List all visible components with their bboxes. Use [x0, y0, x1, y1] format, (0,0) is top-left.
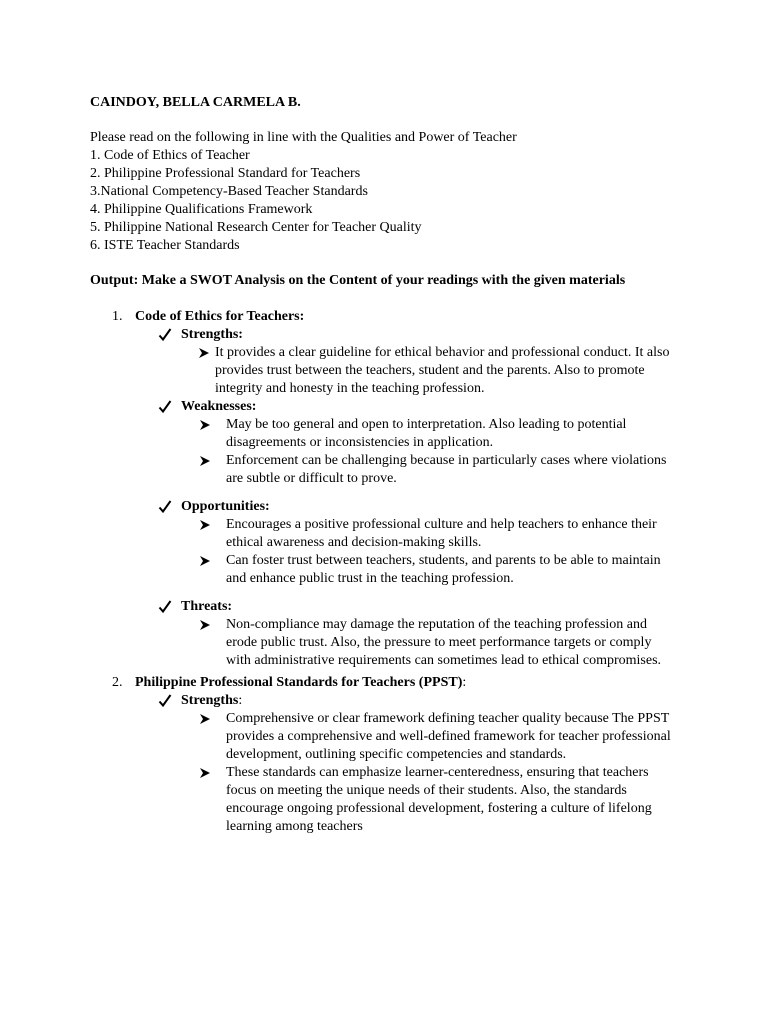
swot-strengths [0, 692, 768, 710]
bullet-text: Encourages a positive professional culture and help teachers to enhance their ethical awareness and decision-making skills. [226, 517, 657, 550]
swot-bullet [0, 516, 678, 552]
swot-label-suffix: : [238, 693, 243, 708]
bullet-text: May be too general and open to interpretation. Also leading to potential disagreements or inconsistencies in application. [226, 417, 627, 450]
swot-bullet [0, 616, 678, 670]
arrow-bullet-icon [199, 555, 211, 567]
section-heading [0, 674, 768, 692]
arrow-bullet-icon [199, 767, 211, 779]
section-title: Code of Ethics for Teachers: [135, 309, 305, 324]
reading-list-item: 4. Philippine Qualifications Framework [90, 202, 313, 217]
swot-label: Opportunities: [181, 499, 270, 514]
swot-bullet [0, 344, 678, 398]
bullet-text: Non-compliance may damage the reputation of the teaching profession and erode public trust. Also, the pressure to meet performance targets or comply with administrative requirements can sometimes lead to ethical compromises. [226, 617, 662, 668]
swot-sections [0, 308, 768, 836]
section-title-suffix: : [462, 675, 467, 690]
section-title-wrap [135, 674, 466, 692]
bullet-text: Enforcement can be challenging because in particularly cases where violations are subtle or difficult to prove. [226, 453, 667, 486]
swot-bullet [0, 764, 678, 836]
reading-list-item: 6. ISTE Teacher Standards [90, 238, 240, 253]
swot-threats [0, 598, 768, 616]
checkmark-icon [158, 598, 172, 616]
arrow-bullet-icon [199, 519, 211, 531]
bullet-text: These standards can emphasize learner-centeredness, ensuring that teachers focus on meeting the unique needs of their students. Also, the standards encourage ongoing professional development, fostering a culture of lifelong learning among teachers [226, 765, 652, 834]
arrow-bullet-icon [199, 419, 211, 431]
checkmark-icon [158, 692, 172, 710]
swot-label: Strengths [181, 693, 239, 708]
spacer [0, 588, 768, 598]
swot-bullet [0, 552, 678, 588]
checkmark-icon [158, 398, 172, 416]
arrow-bullet-icon [199, 713, 211, 725]
swot-label: Weaknesses: [181, 399, 257, 414]
reading-list-lead: Please read on the following in line with the Qualities and Power of Teacher [90, 130, 517, 145]
swot-bullet [0, 416, 678, 452]
swot-label: Strengths: [181, 327, 243, 342]
bullet-text: Comprehensive or clear framework defining teacher quality because The PPST provides a comprehensive and well-defined framework for teacher professional development, outlining specific competencies and standards. [226, 711, 671, 762]
author-name: CAINDOY, BELLA CARMELA B. [90, 95, 301, 110]
section-heading [0, 308, 768, 326]
spacer [0, 488, 768, 498]
reading-list-item: 2. Philippine Professional Standard for Teachers [90, 166, 361, 181]
checkmark-icon [158, 498, 172, 516]
arrow-bullet-icon [199, 619, 211, 631]
section-title: Philippine Professional Standards for Teachers (PPST) [135, 675, 463, 690]
section-number: 2. [112, 675, 123, 690]
output-instruction: Output: Make a SWOT Analysis on the Content of your readings with the given materials [90, 273, 626, 288]
reading-list-item: 1. Code of Ethics of Teacher [90, 148, 250, 163]
arrow-bullet-icon [199, 455, 211, 467]
bullet-text: Can foster trust between teachers, students, and parents to be able to maintain and enhance public trust in the teaching profession. [226, 553, 661, 586]
reading-list-item: 5. Philippine National Research Center for Teacher Quality [90, 220, 422, 235]
swot-strengths [0, 326, 768, 344]
arrow-bullet-icon [198, 347, 210, 359]
swot-bullet [0, 710, 678, 764]
swot-weaknesses [0, 398, 768, 416]
swot-label-wrap [181, 692, 242, 710]
section-number: 1. [112, 309, 123, 324]
swot-opportunities [0, 498, 768, 516]
checkmark-icon [158, 326, 172, 344]
swot-bullet [0, 452, 678, 488]
bullet-text: It provides a clear guideline for ethical behavior and professional conduct. It also provides trust between the teachers, student and the parents. Also to promote integrity and honesty in the teaching profession. [215, 345, 670, 396]
swot-label: Threats: [181, 599, 233, 614]
reading-list [90, 129, 690, 255]
reading-list-item: 3.National Competency-Based Teacher Standards [90, 184, 368, 199]
